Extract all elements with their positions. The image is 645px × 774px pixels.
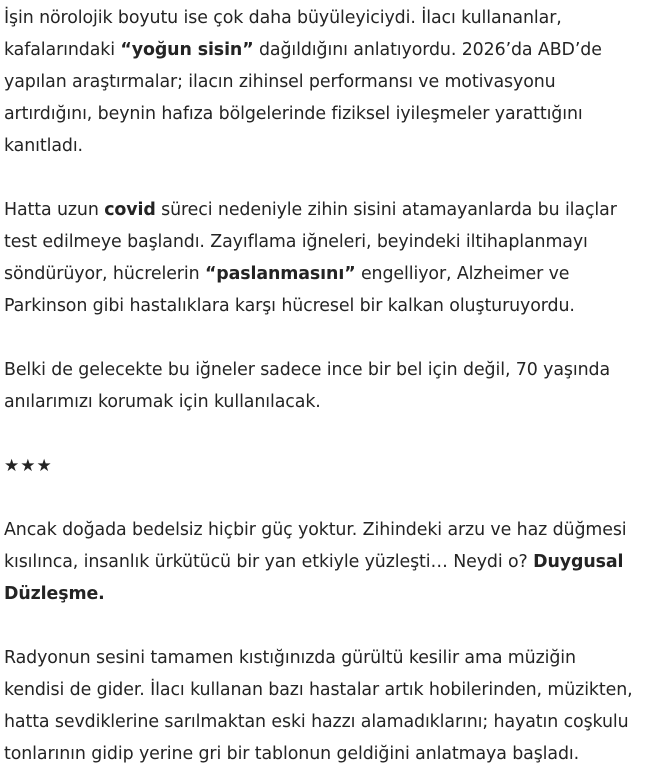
bold-text: “paslanmasını” <box>204 264 356 284</box>
text-segment: Belki de gelecekte bu iğneler sadece ince bir bel için değil, 70 yaşında anılarımızı korumak için kullanılacak. <box>4 360 611 412</box>
text-segment: Ancak doğada bedelsiz hiçbir güç yoktur. Zihindeki arzu ve haz düğmesi kısılınca, insanlık ürkütücü bir yan etkiyle yüzleşti… Neydi o? <box>4 520 627 572</box>
bold-text: Duygusal Düzleşme. <box>4 552 624 604</box>
text-segment: dağıldığını anlatıyordu. 2026’da ABD’de yapılan araştırmalar; ilacın zihinsel performansı ve motivasyonu artırdığını, beynin hafıza bölgelerinde fiziksel iyileşmeler yarattığını kanıtladı. <box>4 40 602 156</box>
paragraph-long-covid <box>4 194 635 322</box>
bold-text: covid <box>104 200 156 220</box>
paragraph-side-effect <box>4 514 635 610</box>
section-separator-stars: ★★★ <box>4 456 53 476</box>
text-segment: Hatta uzun <box>4 200 105 220</box>
text-segment: Radyonun sesini tamamen kıstığınızda gürültü kesilir ama müziğin kendisi de gider. İlacı kullanan bazı hastalar artık hobilerinden, müzikten, hatta sevdiklerine sarılmaktan eski hazzı alamadıklarını; hayatın coşkulu tonlarının gidip yerine gri bir tablonun geldiğini anlatmaya başladı. <box>4 648 633 764</box>
text-segment: İşin nörolojik boyutu ise çok daha büyüleyiciydi. İlacı kullananlar, kafalarındaki <box>4 8 562 60</box>
bold-text: “yoğun sisin” <box>120 40 254 60</box>
paragraph-neurology <box>4 2 635 162</box>
paragraph-future <box>4 354 635 418</box>
text-segment: engelliyor, Alzheimer ve Parkinson gibi hastalıklara karşı hücresel bir kalkan oluşturuyordu. <box>4 264 575 316</box>
text-segment: süreci nedeniyle zihin sisini atamayanlarda bu ilaçlar test edilmeye başlandı. Zayıflama iğneleri, beyindeki iltihaplanmayı söndürüyor, hücrelerin <box>4 200 617 284</box>
paragraph-radio-analogy <box>4 642 635 770</box>
